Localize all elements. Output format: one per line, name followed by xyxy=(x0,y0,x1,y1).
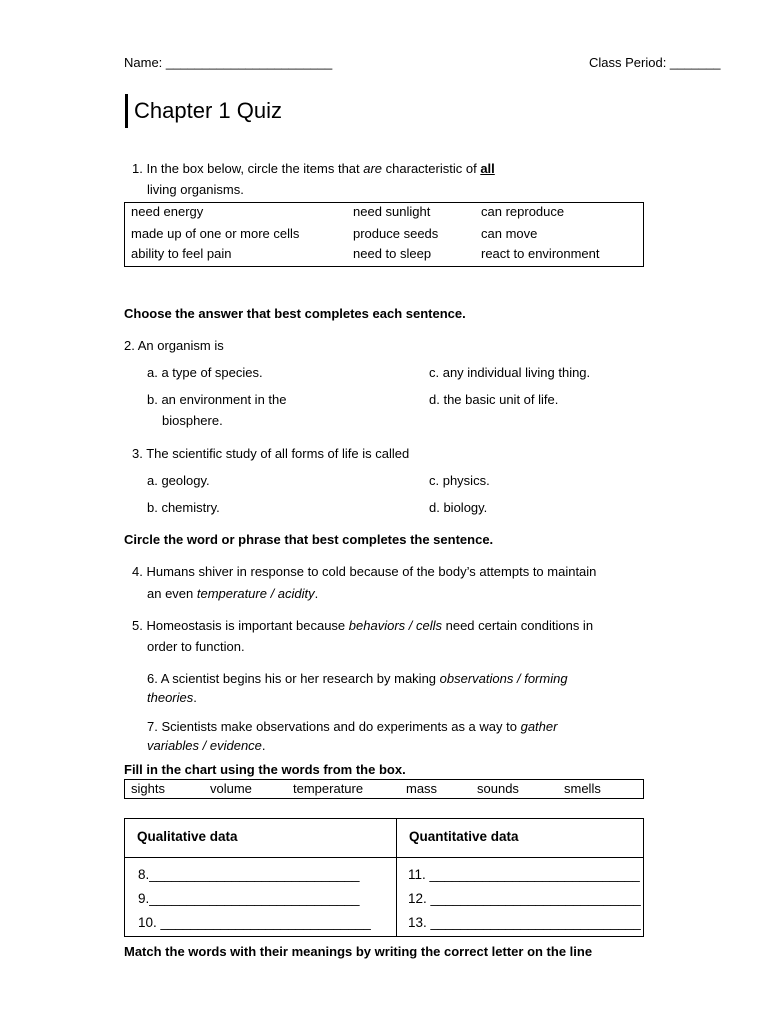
answer-line-10[interactable]: 10. ____________________________ xyxy=(138,915,371,930)
qualitative-header: Qualitative data xyxy=(125,819,397,858)
title-bar-decoration xyxy=(125,94,128,128)
q1-item[interactable]: produce seeds xyxy=(353,226,439,241)
q6-period: . xyxy=(193,690,197,705)
q1-item[interactable]: need sunlight xyxy=(353,204,431,219)
q2-option-b-continued: biosphere. xyxy=(162,413,223,428)
q4-line1: 4. Humans shiver in response to cold because of the body’s attempts to maintain xyxy=(132,564,597,579)
q1-item[interactable]: need energy xyxy=(131,204,204,219)
q3-option-b[interactable]: b. chemistry. xyxy=(147,500,220,515)
q1-line1 xyxy=(132,161,495,176)
q6-line1 xyxy=(147,671,568,686)
q2-option-b[interactable]: b. an environment in the xyxy=(147,392,287,407)
q4-line2 xyxy=(147,586,318,601)
data-classification-chart xyxy=(124,818,644,937)
qualitative-answers xyxy=(125,858,397,937)
q7-choice[interactable]: gather xyxy=(520,719,558,734)
q2-stem: 2. An organism is xyxy=(124,338,224,353)
q5-text-b: need certain conditions in xyxy=(442,618,594,633)
answer-line-9[interactable]: 9.____________________________ xyxy=(138,891,360,906)
q2-option-c[interactable]: c. any individual living thing. xyxy=(429,365,591,380)
quantitative-answers xyxy=(397,858,644,937)
answer-line-13[interactable]: 13. ____________________________ xyxy=(408,915,641,930)
name-field-label: Name: _______________________ xyxy=(124,55,333,70)
answer-line-8[interactable]: 8.____________________________ xyxy=(138,867,360,882)
word-bank-item: temperature xyxy=(293,781,364,796)
q3-option-d[interactable]: d. biology. xyxy=(429,500,488,515)
q6-choice-continued[interactable]: theories xyxy=(147,690,194,705)
q1-item[interactable]: can reproduce xyxy=(481,204,565,219)
q5-line2: order to function. xyxy=(147,639,245,654)
q1-line2: living organisms. xyxy=(147,182,244,197)
q1-item[interactable]: ability to feel pain xyxy=(131,246,232,261)
section-heading-fill-chart: Fill in the chart using the words from the box. xyxy=(124,762,406,777)
q2-option-d[interactable]: d. the basic unit of life. xyxy=(429,392,559,407)
q1-text-a: In the box below, circle the items that xyxy=(146,161,364,176)
answer-line-12[interactable]: 12. ____________________________ xyxy=(408,891,641,906)
q6-text-a: 6. A scientist begins his or her research by making xyxy=(147,671,440,686)
q7-period: . xyxy=(261,738,266,753)
word-bank-item: smells xyxy=(564,781,601,796)
section-heading-matching: Match the words with their meanings by writing the correct letter on the line xyxy=(124,944,593,959)
answer-line-11[interactable]: 11. ____________________________ xyxy=(408,867,640,882)
word-bank-item: mass xyxy=(406,781,438,796)
q1-item[interactable]: can move xyxy=(481,226,538,241)
q3-stem: 3. The scientific study of all forms of life is called xyxy=(132,446,410,461)
q6-choice[interactable]: observations / forming xyxy=(439,671,568,686)
q1-number: 1. xyxy=(132,161,143,176)
q1-item[interactable]: need to sleep xyxy=(353,246,432,261)
q7-line2 xyxy=(147,738,266,753)
q2-option-a[interactable]: a. a type of species. xyxy=(147,365,263,380)
q4-period: . xyxy=(314,586,319,601)
class-period-label: Class Period: _______ xyxy=(589,55,721,70)
section-heading-multiple-choice: Choose the answer that best completes each sentence. xyxy=(124,306,466,321)
word-bank-item: sounds xyxy=(477,781,519,796)
q7-text-a: 7. Scientists make observations and do experiments as a way to xyxy=(147,719,521,734)
q5-line1 xyxy=(132,618,593,633)
q1-text-b: characteristic of xyxy=(382,161,481,176)
q4-line2-text: an even xyxy=(147,586,197,601)
quantitative-header: Quantitative data xyxy=(397,819,644,858)
page-title: Chapter 1 Quiz xyxy=(134,98,282,123)
q1-text-em: are xyxy=(363,161,383,176)
word-bank-item: volume xyxy=(210,781,252,796)
section-heading-circle: Circle the word or phrase that best completes the sentence. xyxy=(124,532,494,547)
word-bank-item: sights xyxy=(131,781,165,796)
q1-text-all: all xyxy=(480,161,495,176)
q1-item[interactable]: made up of one or more cells xyxy=(131,226,300,241)
q1-item[interactable]: react to environment xyxy=(481,246,600,261)
q5-text-a: 5. Homeostasis is important because xyxy=(132,618,349,633)
q7-line1 xyxy=(147,719,557,734)
q4-choice[interactable]: temperature / acidity xyxy=(196,586,315,601)
q5-choice[interactable]: behaviors / cells xyxy=(348,618,442,633)
q7-choice-continued[interactable]: variables / evidence xyxy=(147,738,262,753)
q6-line2 xyxy=(147,690,197,705)
q3-option-c[interactable]: c. physics. xyxy=(429,473,490,488)
q3-option-a[interactable]: a. geology. xyxy=(147,473,210,488)
